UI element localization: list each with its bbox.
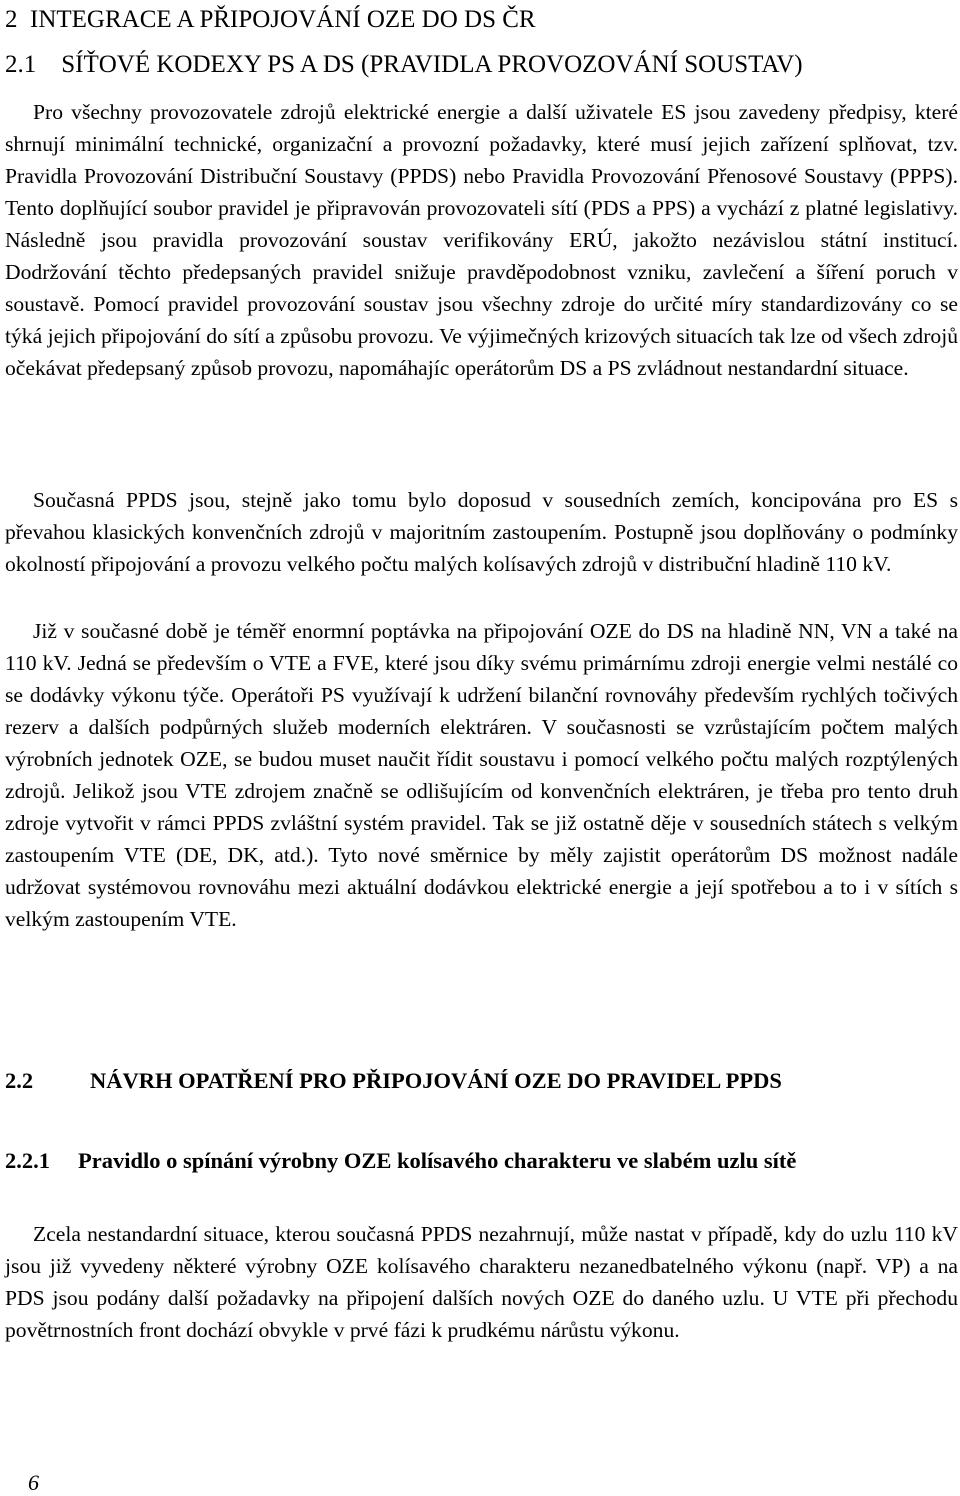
section-title: SÍŤOVÉ KODEXY PS A DS (PRAVIDLA PROVOZOVÁNÍ SOUSTAV) (61, 51, 803, 78)
section-number: 2.2 (5, 1068, 34, 1093)
chapter-title: INTEGRACE A PŘIPOJOVÁNÍ OZE DO DS ČR (30, 6, 536, 33)
body-paragraph: Současná PPDS jsou, stejně jako tomu bylo doposud v sousedních zemích, koncipována pro ES s převahou klasických konvenčních zdrojů v majoritním zastoupením. Postupně jsou doplňovány o podmínky okolností připojování a provozu velkého počtu malých kolísavých zdrojů v distribuční hladině 110 kV. (5, 488, 958, 576)
subsection-title: Pravidlo o spínání výrobny OZE kolísavého charakteru ve slabém uzlu sítě (78, 1148, 797, 1173)
subsection-heading-2-2-1 (5, 1145, 958, 1177)
chapter-number: 2 (5, 6, 18, 33)
section-heading-2-2 (5, 1065, 910, 1097)
section-heading-2-1 (5, 51, 803, 79)
body-paragraph: Již v současné době je téměř enormní poptávka na připojování OZE do DS na hladině NN, VN a také na 110 kV. Jedná se především o VTE a FVE, které jsou díky svému primárnímu zdroji energie velmi nestálé co se dodávky výkonu týče. Operátoři PS využívají k udržení bilanční rovnováhy především rychlých točivých rezerv a dalších podpůrných služeb moderních elektráren. V současnosti se vzrůstajícím počtem malých výrobních jednotek OZE, se budou muset naučit řídit soustavu i pomocí velkého počtu malých rozptýlených zdrojů. Jelikož jsou VTE zdrojem značně se odlišujícím od konvenčních elektráren, je třeba pro tento druh zdroje vytvořit v rámci PPDS zvláštní systém pravidel. Tak se již ostatně děje v sousedních státech s velkým zastoupením VTE (DE, DK, atd.). Tyto nové směrnice by měly zajistit operátorům DS možnost nadále udržovat systémovou rovnováhu mezi aktuální dodávkou elektrické energie a její spotřebou a to i v sítích s velkým zastoupením VTE. (5, 619, 958, 931)
page-number: 6 (28, 1470, 39, 1495)
section-title: NÁVRH OPATŘENÍ PRO PŘIPOJOVÁNÍ OZE DO PRAVIDEL PPDS (90, 1068, 782, 1093)
body-paragraph: Zcela nestandardní situace, kterou současná PPDS nezahrnují, může nastat v případě, kdy do uzlu 110 kV jsou již vyvedeny některé výrobny OZE kolísavého charakteru nezanedbatelného výkonu (např. VP) a na PDS jsou podány další požadavky na připojení dalších nových OZE do daného uzlu. U VTE při přechodu povětrnostních front dochází obvykle v prvé fázi k prudkému nárůstu výkonu. (5, 1222, 958, 1342)
section-number: 2.1 (5, 51, 37, 78)
body-paragraph: Pro všechny provozovatele zdrojů elektrické energie a další uživatele ES jsou zavedeny předpisy, které shrnují minimální technické, organizační a provozní požadavky, které musí jejich zařízení splňovat, tzv. Pravidla Provozování Distribuční Soustavy (PPDS) nebo Pravidla Provozování Přenosové Soustavy (PPPS). Tento doplňující soubor pravidel je připravován provozovateli sítí (PDS a PPS) a vychází z platné legislativy. Následně jsou pravidla provozování soustav verifikovány ERÚ, jakožto nezávislou státní institucí. Dodržování těchto předepsaných pravidel snižuje pravděpodobnost vzniku, zavlečení a šíření poruch v soustavě. Pomocí pravidel provozování soustav jsou všechny zdroje do určité míry standardizovány co se týká jejich připojování do sítí a způsobu provozu. Ve výjimečných krizových situacích tak lze od všech zdrojů očekávat předepsaný způsob provozu, napomáhajíc operátorům DS a PS zvládnout nestandardní situace. (5, 100, 958, 380)
subsection-number: 2.2.1 (5, 1148, 50, 1173)
chapter-heading (5, 6, 536, 34)
